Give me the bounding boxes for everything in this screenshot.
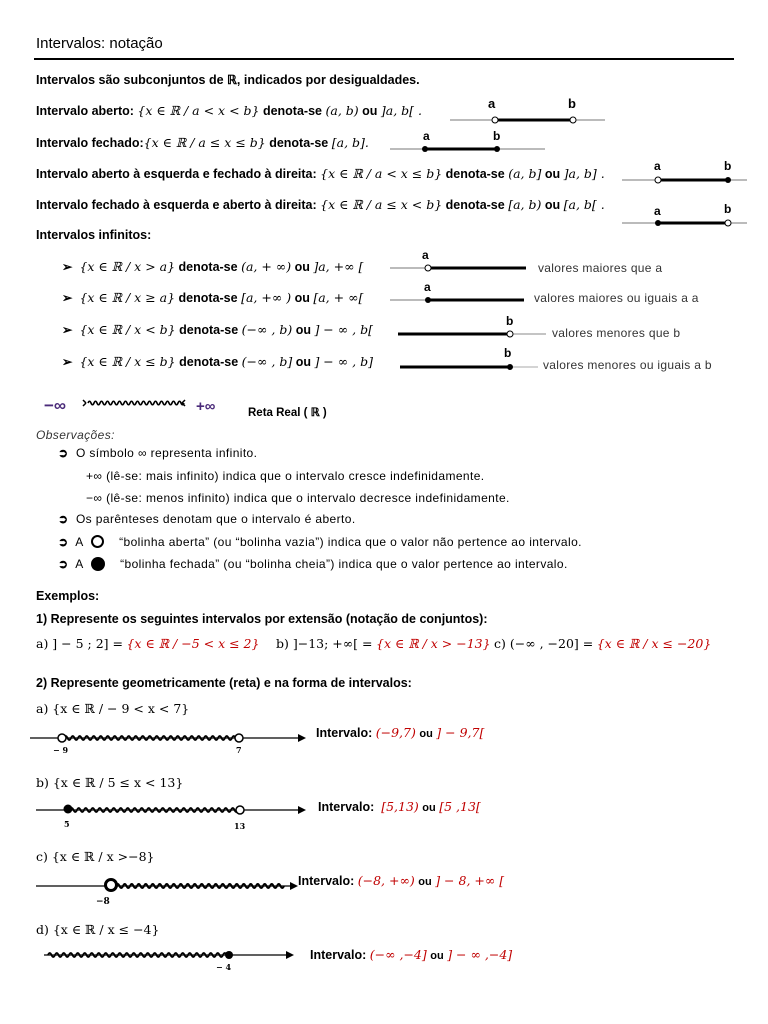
svg-text:b: b [506, 314, 514, 328]
svg-text:b: b [724, 159, 732, 173]
half-open-left-diagram [622, 158, 750, 186]
point-a-label: a [423, 129, 430, 143]
point-b-label: b [493, 129, 501, 143]
ex2-d-answer: Intervalo: (−∞ ,−4] ou ] − ∞ ,−4] [310, 947, 513, 962]
minus-infinity: −∞ [44, 396, 67, 415]
ex2-b-number-line [36, 798, 316, 832]
infinite-item: ➢ {x ∈ ℝ / x ≥ a} denota-se [a, +∞ ) ou [a, + ∞[ [62, 290, 364, 305]
page-title: Intervalos: notação [36, 35, 163, 52]
title-rule [34, 58, 734, 60]
ex1-item-b: b) ]−13; +∞[ = {x ∈ ℝ / x > −13} [276, 636, 491, 651]
tick-label: 13 [234, 821, 246, 831]
real-line-label: Reta Real ( ℝ ) [248, 407, 327, 419]
svg-text:b: b [504, 346, 512, 360]
tick-label: 5 [64, 819, 70, 829]
obs-item: ➲ A “bolinha aberta” (ou “bolinha vazia”) indica que o valor não pertence ao intervalo. [58, 535, 582, 549]
open-dot [236, 806, 244, 814]
svg-text:a: a [654, 204, 661, 218]
infinite-item: ➢ {x ∈ ℝ / x > a} denota-se (a, + ∞) ou ]a, +∞ [ [62, 259, 364, 274]
svg-text:a: a [422, 248, 429, 262]
less-equal-diagram [400, 344, 540, 374]
def-open: Intervalo aberto: {x ∈ ℝ / a < x < b} denota-se (a, b) ou ]a, b[ . [36, 103, 422, 118]
ex1-item-c: c) (−∞ , −20] = {x ∈ ℝ / x ≤ −20} [494, 636, 712, 651]
intro-text: Intervalos são subconjuntos de ℝ, indicados por desigualdades. [36, 73, 420, 87]
open-dot [235, 734, 243, 742]
real-line-wave [82, 396, 188, 410]
less-than-diagram [398, 312, 548, 342]
ex1-item-a: a) ] − 5 ; 2] = {x ∈ ℝ / −5 < x ≤ 2} [36, 636, 260, 651]
ex1-heading: 1) Represente os seguintes intervalos por extensão (notação de conjuntos): [36, 612, 488, 626]
examples-heading: Exemplos: [36, 589, 100, 603]
infinite-heading: Intervalos infinitos: [36, 228, 152, 242]
ex2-item-b-question: b) {x ∈ ℝ / 5 ≤ x < 13} [36, 775, 184, 790]
wave-path [88, 401, 184, 405]
tick-label: 7 [236, 745, 242, 755]
closed-interval-diagram [385, 128, 555, 156]
greater-equal-label: valores maiores ou iguais a a [534, 291, 699, 305]
closed-dot [64, 805, 73, 814]
ex2-a-number-line [30, 727, 310, 757]
ex2-c-number-line [36, 872, 306, 906]
tick-label: − 4 [216, 962, 232, 972]
greater-than-label: valores maiores que a [538, 261, 663, 275]
observations-heading: Observações: [36, 428, 115, 442]
less-equal-label: valores menores ou iguais a b [543, 358, 712, 372]
closed-dot-b [494, 146, 500, 152]
plus-infinity: +∞ [196, 398, 216, 415]
open-dot-a [492, 117, 498, 123]
tick-label: − 9 [53, 745, 69, 755]
greater-than-diagram [390, 246, 530, 274]
greater-equal-diagram [390, 278, 530, 306]
obs-item: ➲ Os parênteses denotam que o intervalo é aberto. [58, 512, 356, 526]
ex2-heading: 2) Represente geometricamente (reta) e na forma de intervalos: [36, 676, 412, 690]
open-dot-b [570, 117, 576, 123]
tick-label: −8 [96, 897, 110, 907]
obs-item: ➲ A “bolinha fechada” (ou “bolinha cheia”) indica que o valor pertence ao intervalo. [58, 557, 568, 571]
closed-dot [225, 951, 233, 959]
obs-item: ➲ O símbolo ∞ representa infinito. [58, 446, 258, 460]
half-open-right-diagram [622, 201, 750, 229]
open-interval-diagram [440, 92, 610, 126]
svg-text:a: a [424, 280, 431, 294]
ex2-item-d-question: d) {x ∈ ℝ / x ≤ −4} [36, 922, 160, 937]
def-half-open-right: Intervalo fechado à esquerda e aberto à direita: {x ∈ ℝ / a ≤ x < b} denota-se [a, b) ou [a, b[ . [36, 197, 605, 212]
less-than-label: valores menores que b [552, 326, 681, 340]
infinite-item: ➢ {x ∈ ℝ / x < b} denota-se (−∞ , b) ou ] − ∞ , b[ [62, 322, 373, 337]
ex2-item-c-question: c) {x ∈ ℝ / x >−8} [36, 849, 155, 864]
filled-circle-icon [91, 557, 105, 571]
obs-item: −∞ (lê-se: menos infinito) indica que o intervalo decresce indefinidamente. [86, 491, 510, 505]
ex2-c-answer: Intervalo: (−8, +∞) ou ] − 8, +∞ [ [298, 873, 505, 888]
open-circle-icon [91, 535, 104, 548]
ex2-a-answer: Intervalo: (−9,7) ou ] − 9,7[ [316, 725, 485, 740]
point-a-label: a [488, 96, 496, 111]
ex2-b-answer: Intervalo: [5,13) ou [5 ,13[ [318, 799, 481, 814]
open-dot [106, 880, 117, 891]
infinite-item: ➢ {x ∈ ℝ / x ≤ b} denota-se (−∞ , b] ou ] − ∞ , b] [62, 354, 373, 369]
ex2-d-number-line [44, 944, 304, 974]
open-dot [58, 734, 66, 742]
svg-text:b: b [724, 202, 732, 216]
def-half-open-left: Intervalo aberto à esquerda e fechado à direita: {x ∈ ℝ / a < x ≤ b} denota-se (a, b] ou ]a, b] . [36, 166, 605, 181]
obs-item: +∞ (lê-se: mais infinito) indica que o intervalo cresce indefinidamente. [86, 469, 485, 483]
def-closed: Intervalo fechado:{x ∈ ℝ / a ≤ x ≤ b} denota-se [a, b]. [36, 135, 369, 150]
closed-dot-a [422, 146, 428, 152]
ex2-item-a-question: a) {x ∈ ℝ / − 9 < x < 7} [36, 701, 190, 716]
point-b-label: b [568, 96, 576, 111]
svg-text:a: a [654, 159, 661, 173]
